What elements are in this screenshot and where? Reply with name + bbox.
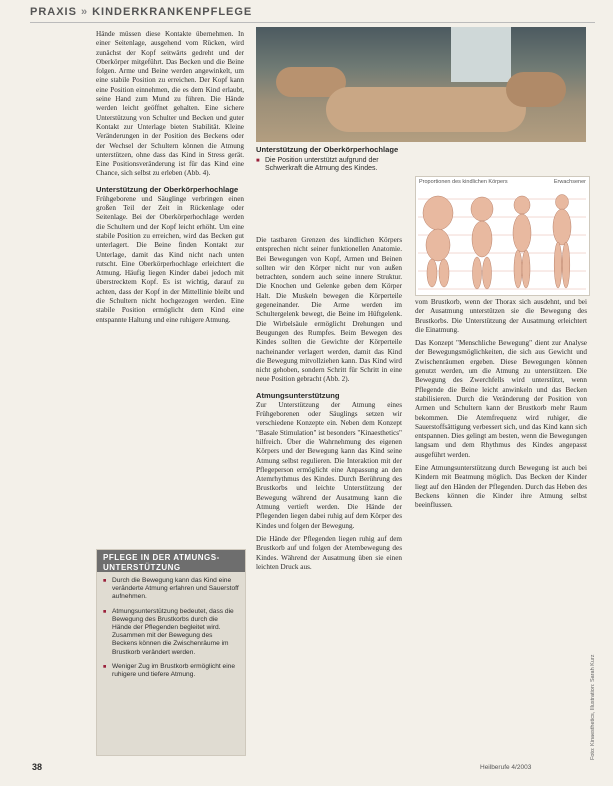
journal-issue: Heilberufe 4/2003 — [480, 764, 532, 771]
column-1-paragraph-2: Frühgeborene und Säuglinge verbringen einen großen Teil der Zeit in Rückenlage oder Seitenlage. Bei der Oberkörperhochlage werden die Schultern und der Kopf leicht erhöht. Um eine stabile Position zu erreichen, wird das Becken gut unterlagert. Die Beine finden Kontakt zur Unterlage, damit das Kind nicht nach unten rutscht. Eine Oberkörperhochlage erleichtert die Atmung. Häufig liegen Kinder dabei jedoch mit überstrecktem Kopf. Es ist wichtig, darauf zu achten, dass der Kopf in der Mittellinie bleibt und die Schultern nicht hochgezogen werden. Eine stabile Position ermöglicht dem Kind eine entspannte Haltung und eine ruhigere Atmung. — [96, 194, 244, 324]
figure-child-icon — [513, 196, 531, 288]
body-proportions-figure — [415, 176, 590, 296]
figure-newborn-icon — [423, 196, 453, 287]
column-2-heading: Atmungsunterstützung — [256, 390, 340, 400]
figure-label-left: Proportionen des kindlichen Körpers — [419, 179, 508, 185]
column-2-paragraph-3: Die Hände der Pflegenden liegen ruhig auf dem Brustkorb auf und folgen der Atembewegung des Kindes. Während der Ausatmung üben sie einen leichten Druck aus. — [256, 534, 402, 571]
photo-hand-right — [506, 72, 566, 107]
photo-infant-body — [326, 87, 526, 132]
header-rule — [30, 22, 595, 23]
column-2-paragraph: Die tastbaren Grenzen des kindlichen Körpers entsprechen nicht seiner funktionellen Anatomie. Bei Bewegungen von Kopf, Armen und Beinen sollten wir den Körper nicht nur von außen betrachten, sondern auch seine innere Struktur. Die Knochen und Gelenke geben dem Körper Halt. Die Muskeln bewegen die Körperteile gegeneinander. Die Arme werden im Schultergelenk bewegt, die Beine im Hüftgelenk. Die Wirbelsäule ermöglicht Drehungen und Beugungen des Rumpfes. Beim Bewegen des Kindes sollten die Gewichte der Körperteile nacheinander verlagert werden, damit das Kind die Bewegung mitvollziehen kann. Das Kind wird nicht gehoben, sondern Schritt für Schritt in eine neue Position gebracht (Abb. 2). — [256, 236, 402, 384]
column-3 — [415, 298, 587, 515]
info-box-item: ■ Durch die Bewegung kann das Kind eine veränderte Atmung erfahren und Sauerstoff aufnehmen. — [103, 577, 239, 602]
figure-label-right: Erwachsener — [553, 179, 586, 185]
info-box — [96, 549, 246, 756]
header-separator: » — [80, 6, 89, 18]
column-2-paragraph-2: Zur Unterstützung der Atmung eines Frühgeborenen oder Säuglings setzen wir verschiedene Konzepte ein. Neben dem Konzept "Basale Stimulation" ist besonders "Kinaesthetics" hilfreich. Über die Wahrnehmung des eigenen Körpers und der Bewegung kann das Kind seine Atmung selbst regulieren. Die Interaktion mit der Pflegeperson ermöglicht eine Anpassung an den Atemrhythmus des Kindes. Durch Berührung des Brustkorbs und leichte Unterstützung der Bewegung während der Ausatmung kann die Atmung vertieft werden. Die Hände der Pflegenden liegen dabei ruhig auf dem Körper des Kindes und folgen der Bewegung. — [256, 400, 402, 530]
info-box-item: ■ Weniger Zug im Brustkorb ermöglicht eine ruhigere und tiefere Atmung. — [103, 663, 239, 679]
caption-text: ■ Die Position unterstützt aufgrund der Schwerkraft die Atmung des Kindes. — [256, 157, 402, 174]
header-topic: KINDERKRANKENPFLEGE — [92, 6, 253, 18]
running-header — [30, 6, 590, 26]
column-3-paragraph: vom Brustkorb, wenn der Thorax sich ausdehnt, und bei der Ausatmung unterstützen sie die Bewegung des Brustkorbs. Die Unterstützung der Ausatmung erleichtert die Einatmung. — [415, 298, 587, 334]
info-box-list — [97, 577, 245, 679]
photo-caption — [256, 146, 402, 174]
column-3-paragraph-3: Eine Atmungsunterstützung durch Bewegung ist auch bei Kindern mit Beatmung möglich. Das Becken der Kinder liegt auf den Händen der Pflegenden. Durch das Heben des Beckens können die Kinder ihre Atmung selbst beeinflussen. — [415, 464, 587, 510]
info-box-title: PFLEGE IN DER ATMUNGS-UNTERSTÜTZUNG — [97, 550, 245, 572]
figure-header — [416, 177, 589, 187]
figure-toddler-icon — [471, 197, 493, 289]
column-1-heading: Unterstützung der Oberkörperhochlage — [96, 184, 239, 194]
column-1 — [96, 30, 244, 329]
caption-title: Unterstützung der Oberkörperhochlage — [256, 145, 399, 154]
column-2 — [256, 236, 402, 576]
column-3-paragraph-2: Das Konzept "Menschliche Bewegung" dient zur Analyse der Bewegungsmöglichkeiten, die sich aus Gewicht und Zwischenräumen ergeben. Diese Bewegungen können genutzt werden, um die Atmung zu unterstützen. Die Bewegung des Zwerchfells wird unterstützt, wenn Pflegende die Beine leicht anwinkeln und das Becken stabilisieren. Durch die Veränderung der Position von Armen und Schultern kann der Brustkorb mehr Raum bekommen. Die Atemfrequenz wird ruhiger, die Sauerstoffsättigung verbessert sich, und das Kind kann sich entspannen. Dies gelingt am besten, wenn die Bewegungen langsam und dem Rhythmus des Kindes angepasst ausgeführt werden. — [415, 339, 587, 459]
figure-adult-icon — [553, 195, 571, 289]
photo-infant — [256, 27, 586, 142]
header-section: PRAXIS — [30, 6, 77, 18]
info-box-item: ■ Atmungsunterstützung bedeutet, dass die Bewegung des Brustkorbs durch die Hände der Pflegenden begleitet wird. Zusammen mit der Bewegung des Beckens können die Zwischenräume im Brustkorb verändert werden. — [103, 608, 239, 657]
figure-drawing — [416, 187, 589, 293]
page-number: 38 — [32, 762, 43, 772]
photo-window — [451, 27, 511, 82]
photo-credit: Foto: Kinaesthetics, Illustration: Sarah Kurz — [590, 654, 596, 760]
column-1-paragraph: Hände müssen diese Kontakte übernehmen. In einer Seitenlage, ausgehend vom Rücken, wird zunächst der Kopf seitwärts gedreht und der Oberkörper mitgeführt. Das Becken und die Beine folgen. Arme und Beine werden angewinkelt, um eine stabile Position zu erreichen. Der Kopf kann eine Position einnehmen, die es dem Kind erlaubt, seine Hand zum Mund zu führen. Die Hände werden leicht geöffnet gehalten. Eine sichere Unterstützung von Schulter und Becken und guter Kontakt zur Unterlage bieten Stabilität. Kleine Veränderungen in der Position des Beckens oder der Wechsel der Schultern können die Atmung unterstützen, ohne dass das Kind in Stress gerät. Eine Positionsveränderung ist für das Kind eine Chance, sich selbst zu erleben (Abb. 4). — [96, 30, 244, 178]
